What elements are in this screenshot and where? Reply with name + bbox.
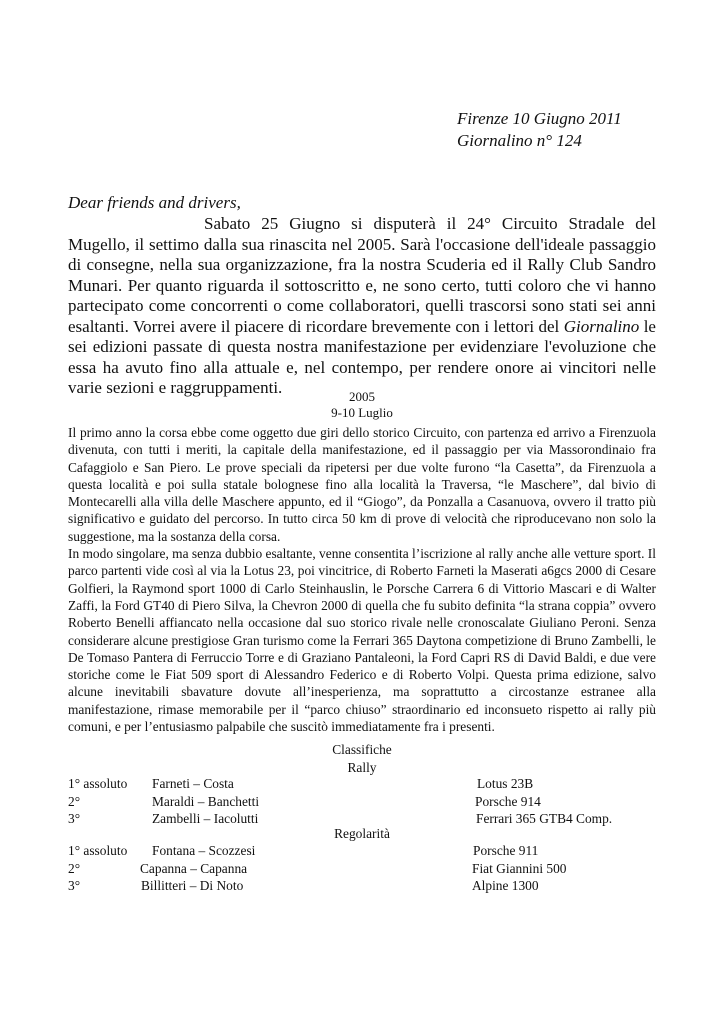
edition-heading xyxy=(68,389,656,421)
result-car: Fiat Giannini 500 xyxy=(472,860,567,876)
result-car: Porsche 914 xyxy=(475,793,541,809)
result-car: Porsche 911 xyxy=(473,843,539,858)
result-crew: Capanna – Capanna xyxy=(140,860,248,876)
intro-paragraph xyxy=(68,214,656,399)
result-car: Alpine 1300 xyxy=(472,878,539,893)
result-position: 3° xyxy=(68,878,81,893)
intro-italic-word: Giornalino xyxy=(563,316,640,336)
classifiche-title: Classifiche xyxy=(332,742,392,757)
intro-text-start: Sabato 25 Giugno si disputerà il 24° Circuito Stradale del Mugello, il settimo dalla sua rinascita nel 2005. Sarà l'occasione dell'ideale passaggio di consegne, nella sua organizzazione, fra la nostra Scuderia ed il Rally Club Sandro Munari. Per quanto riguarda il sottoscritto e, ne sono certo, tutti coloro che vi hanno partecipato come concorrenti o come collaboratori, quelli trascorsi sono stati sei anni esaltanti. Vorrei avere il piacere di ricordare brevemente con i lettori del xyxy=(68,214,656,336)
regolarita-title: Regolarità xyxy=(334,826,390,841)
edition-year: 2005 xyxy=(349,389,375,404)
salutation: Dear friends and drivers, xyxy=(68,193,241,212)
result-position: 1° assoluto xyxy=(68,776,128,791)
result-crew: Fontana – Scozzesi xyxy=(152,843,256,858)
result-position: 3° xyxy=(68,811,81,826)
rally-title: Rally xyxy=(347,760,377,775)
result-crew: Zambelli – Iacolutti xyxy=(152,811,259,826)
edition-paragraph-2: In modo singolare, ma senza dubbio esaltante, venne consentita l’iscrizione al rally anche alle vetture sport. Il parco partenti vide così al via la Lotus 23, poi vincitrice, di Roberto Farneti la Maserati a6gcs 2000 di Cesare Golfieri, la Raymond sport 1000 di Carlo Steinhauslin, le Porsche Carrera 6 di Vittorio Mascari e di Walter Zaffi, la Ford GT40 di Piero Silva, la Chevron 2000 di quella che fu subito definita “la strana coppia” ovvero Roberto Benelli affiancato nella occasione dal suo storico rivale nelle cronoscalate Giuliano Peroni. Senza considerare alcune prestigiose Gran turismo come la Ferrari 365 Daytona competizione di Bruno Zambelli, le De Tomaso Pantera di Ferruccio Torre e di Graziano Pantaleoni, la Ford Capri RS di David Baldi, e due vere storiche come le Fiat 509 sport di Alessandro Federico e di Roberto Volpi. Questa prima edizione, salvo alcune inevitabili sbavature dovute all’inesperienza, ma soprattutto a circostanze estranee alla manifestazione, rimase memorabile per il “parco chiuso” straordinario ed inconsueto rispetto ai rally più comuni, e per l’entusiasmo palpabile che suscitò immediatamente fra i presenti. xyxy=(68,546,656,735)
issue-line: Giornalino n° 124 xyxy=(457,131,582,150)
edition-paragraph-1: Il primo anno la corsa ebbe come oggetto due giri dello storico Circuito, con partenza ed arrivo a Firenzuola divenuta, con tutti i meriti, la capitale della manifestazione, ed il passaggio per via Massorondinaio fra Cafaggiolo e San Piero. Le prove speciali da ripetersi per due volte furono “la Casetta”, da Firenzuola a questa località e poi sulla statale bolognese fino alla località la Traversa, “le Maschere”, dal bivio di Montecarelli alla villa delle Maschere appunto, ed il “Giogo”, da Ponzalla a Casanuova, ovvero il tratto più significativo e guidato del percorso. In tutto circa 50 km di prove di velocità che riproducevano non solo la suggestione, ma la sostanza della corsa. xyxy=(68,425,656,544)
result-car: Ferrari 365 GTB4 Comp. xyxy=(476,811,613,826)
result-position: 2° xyxy=(68,793,81,809)
result-crew: Billitteri – Di Noto xyxy=(141,878,244,893)
intro-text-end: le sei edizioni passate di questa nostra manifestazione per evidenziare l'evoluzione che essa ha avuto fino alla attuale e, nel contempo, per rendere onore ai vincitori nelle varie sezioni e raggruppamenti. xyxy=(68,316,656,397)
edition-dates: 9-10 Luglio xyxy=(331,405,393,420)
letter-header xyxy=(457,108,622,152)
result-car: Lotus 23B xyxy=(477,776,534,791)
result-position: 1° assoluto xyxy=(68,843,128,858)
result-crew: Farneti – Costa xyxy=(152,776,234,791)
date-line: Firenze 10 Giugno 2011 xyxy=(457,109,622,128)
edition-body xyxy=(68,424,656,735)
result-position: 2° xyxy=(68,860,81,876)
result-crew: Maraldi – Banchetti xyxy=(152,793,260,809)
